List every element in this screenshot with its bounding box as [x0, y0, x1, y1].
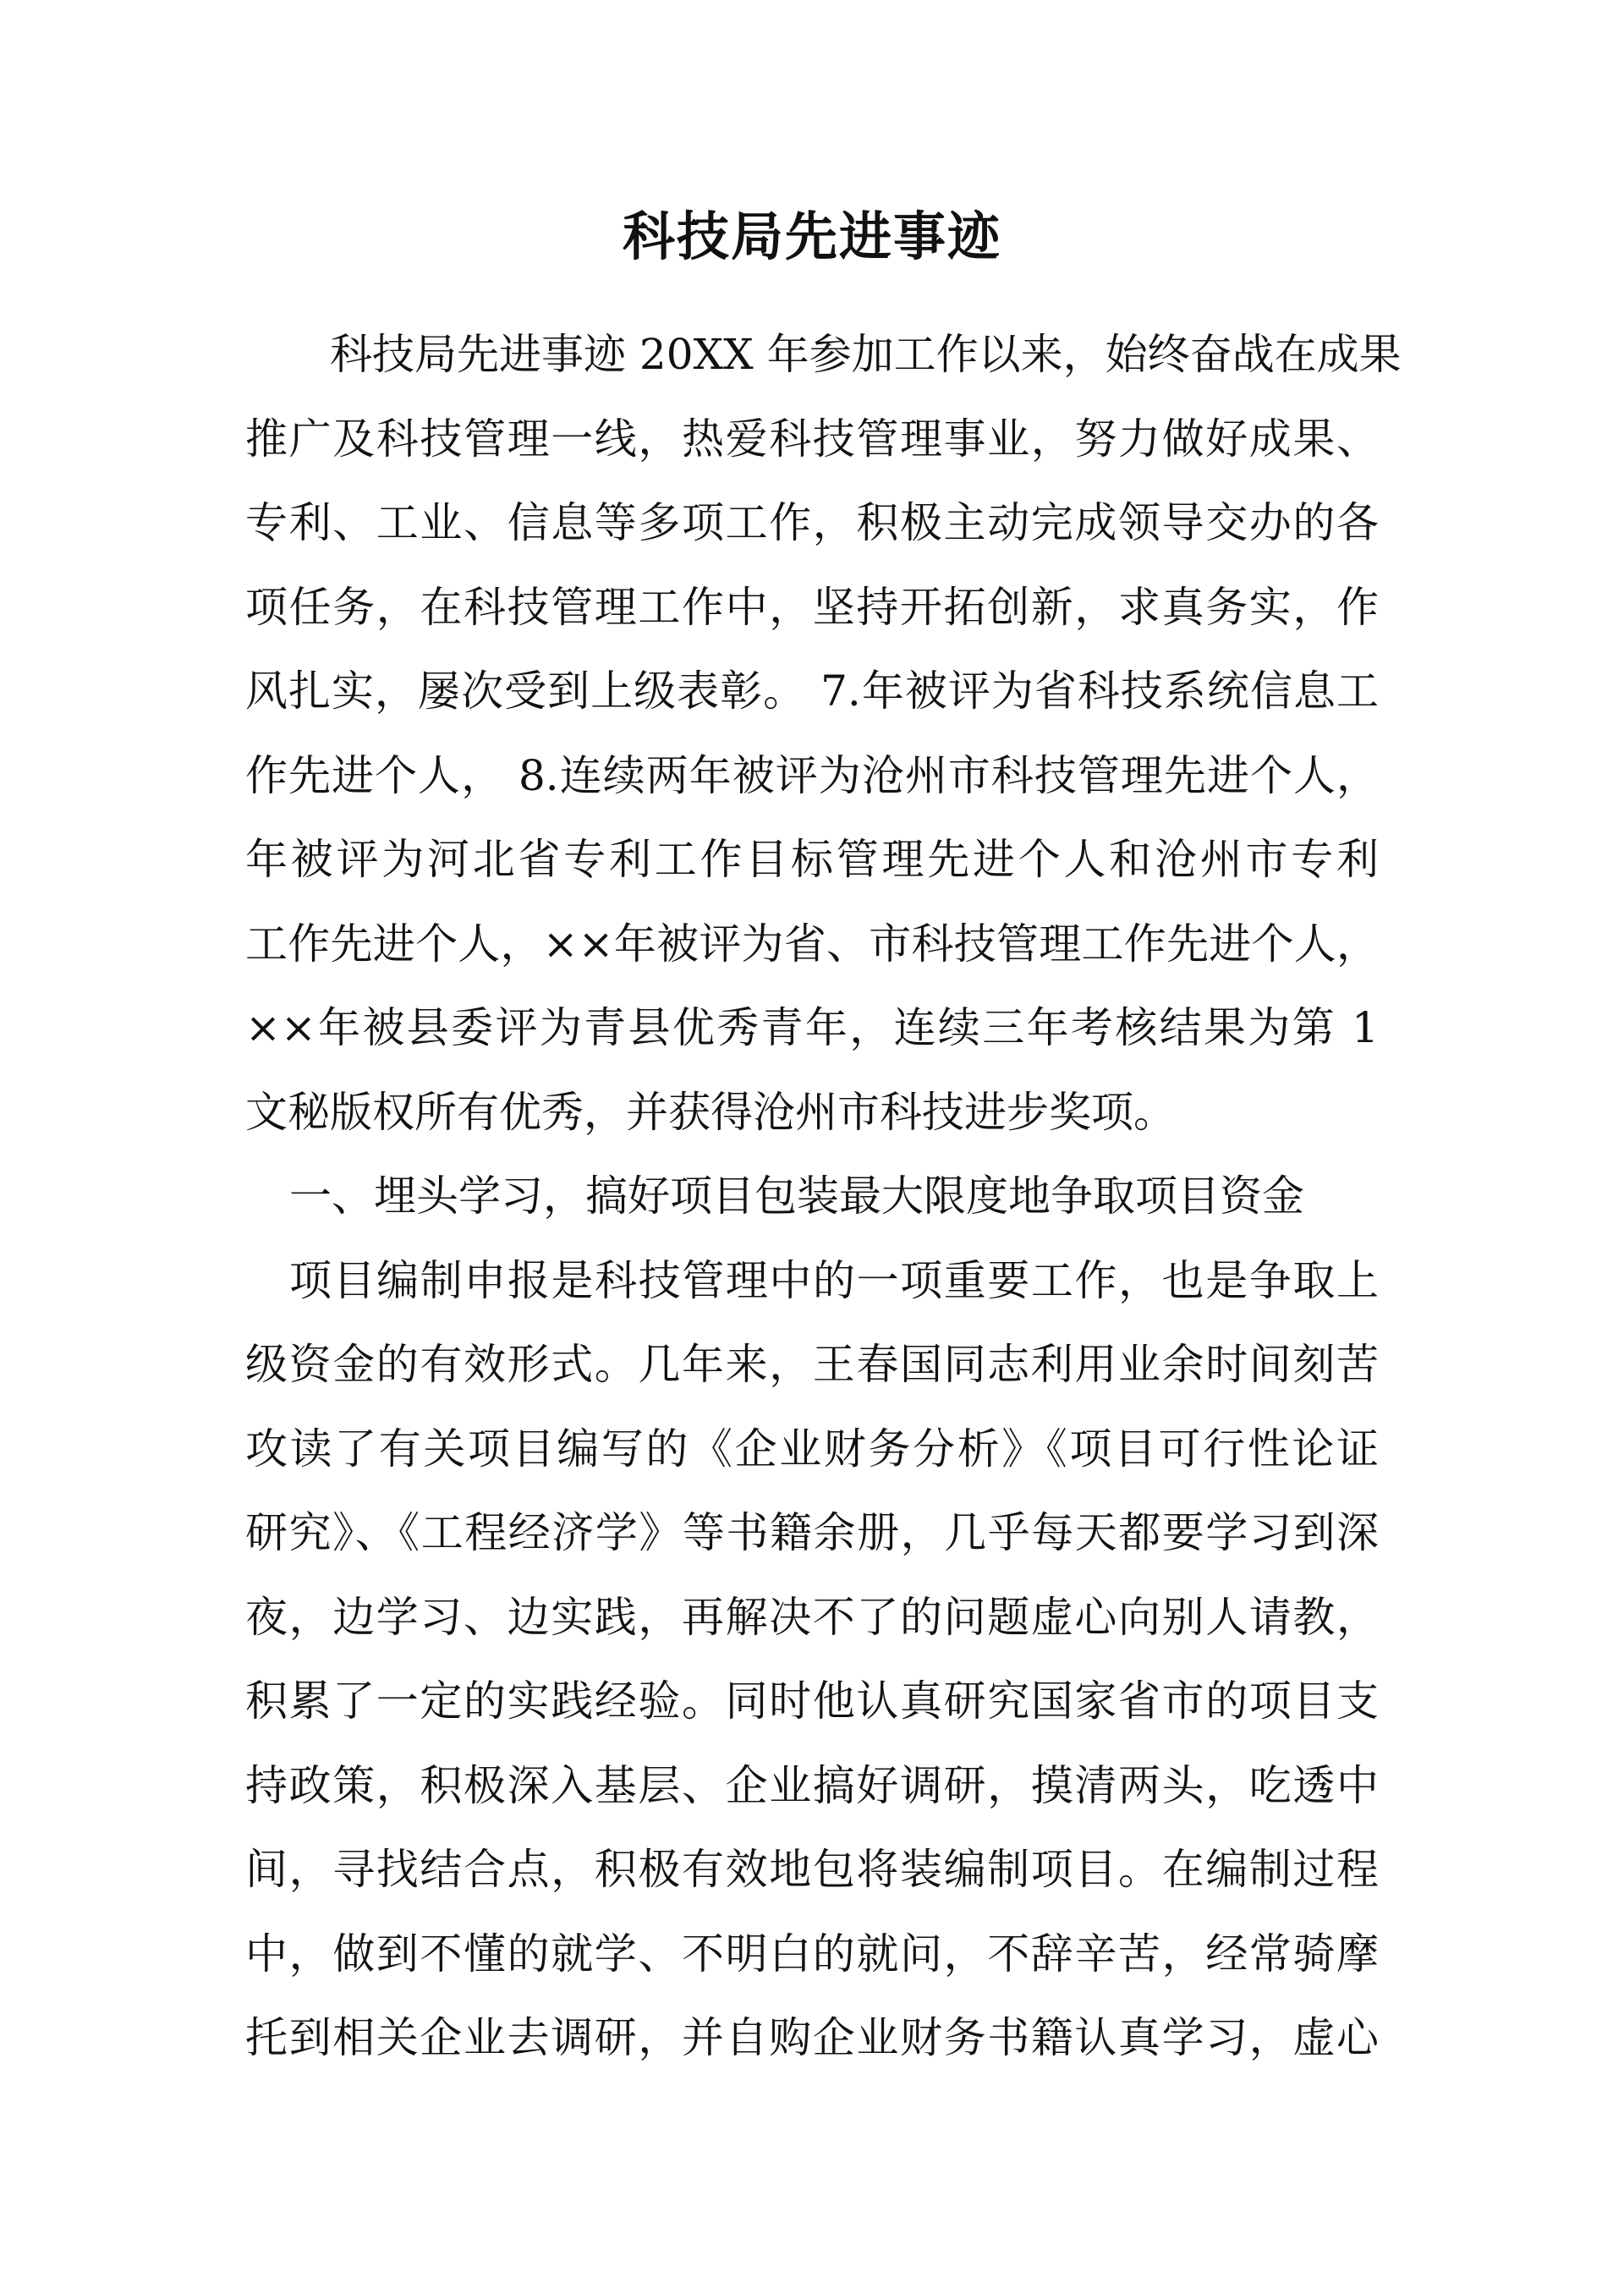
- paragraph-line: 年被评为河北省专利工作目标管理先进个人和沧州市专利: [245, 835, 1379, 884]
- paragraph-line: 中，做到不懂的就学、不明白的就问，不辞辛苦，经常骑摩: [245, 1929, 1379, 1978]
- paragraph-line: 积累了一定的实践经验。同时他认真研究国家省市的项目支: [245, 1677, 1379, 1726]
- paragraph-line: 科技局先进事迹 20XX 年参加工作以来，始终奋战在成果: [330, 330, 1402, 379]
- section-heading: 一、埋头学习，搞好项目包装最大限度地争取项目资金: [289, 1172, 1304, 1221]
- paragraph-line: 推广及科技管理一线，热爱科技管理事业，努力做好成果、: [245, 414, 1379, 464]
- paragraph-line: 文秘版权所有优秀，并获得沧州市科技进步奖项。: [245, 1087, 1176, 1137]
- paragraph-line: 持政策，积极深入基层、企业搞好调研，摸清两头，吃透中: [245, 1760, 1379, 1810]
- paragraph-line: 项任务，在科技管理工作中，坚持开拓创新，求真务实，作: [245, 582, 1379, 632]
- paragraph-line: 专利、工业、信息等多项工作，积极主动完成领导交办的各: [245, 498, 1379, 547]
- paragraph-line: 间，寻找结合点，积极有效地包将装编制项目。在编制过程: [245, 1845, 1379, 1894]
- document-body: [245, 313, 1402, 2081]
- paragraph-line: ××年被县委评为青县优秀青年，连续三年考核结果为第 1: [245, 1003, 1379, 1052]
- paragraph-line: 研究》、《工程经济学》等书籍余册，几乎每天都要学习到深: [245, 1508, 1379, 1557]
- paragraph-line: 夜，边学习、边实践，再解决不了的问题虚心向别人请教，: [245, 1592, 1379, 1642]
- document-title: 科技局先进事迹: [622, 206, 1001, 267]
- paragraph-line: 项目编制申报是科技管理中的一项重要工作，也是争取上: [289, 1255, 1379, 1305]
- paragraph-line: 作先进个人， 8.连续两年被评为沧州市科技管理先进个人，: [245, 750, 1379, 800]
- paragraph-line: 攻读了有关项目编写的《企业财务分析》《项目可行性论证: [245, 1424, 1379, 1474]
- paragraph-line: 工作先进个人，××年被评为省、市科技管理工作先进个人，: [245, 919, 1379, 969]
- paragraph-line: 级资金的有效形式。几年来，王春国同志利用业余时间刻苦: [245, 1340, 1379, 1389]
- paragraph-line: 风扎实，屡次受到上级表彰。 7.年被评为省科技系统信息工: [245, 667, 1379, 716]
- paragraph-line: 托到相关企业去调研，并自购企业财务书籍认真学习，虚心: [245, 2013, 1379, 2062]
